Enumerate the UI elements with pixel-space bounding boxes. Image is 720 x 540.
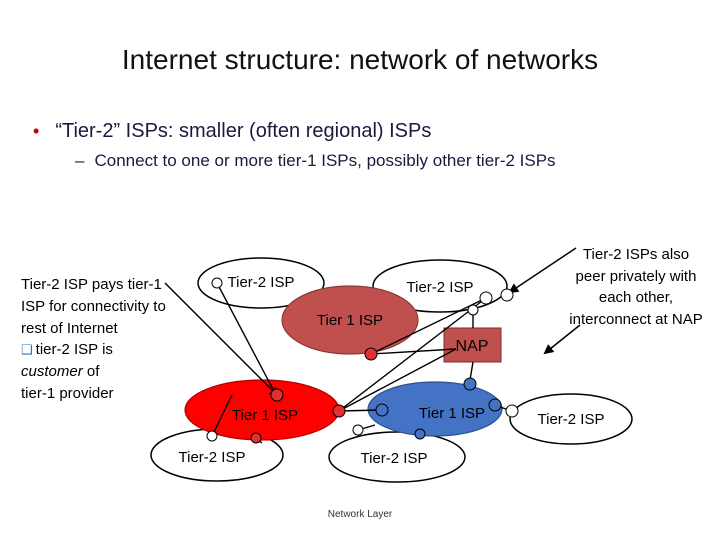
left-annotation-em: customer — [21, 363, 83, 381]
router-white-top-left — [212, 278, 222, 288]
router-white-top-right — [480, 292, 492, 304]
tier2-top-left-label: Tier-2 ISP — [227, 274, 295, 291]
right-annotation: Tier-2 ISPs also peer privately with each other, interconnect at NAP — [569, 246, 703, 328]
left-annotation-mid: of — [86, 363, 100, 381]
router-white-nap — [468, 305, 478, 315]
router-red-left-right — [333, 405, 345, 417]
sub-bullet-dash: – — [75, 151, 85, 170]
tier2-right-label: Tier-2 ISP — [537, 411, 605, 428]
router-blue-right — [489, 399, 501, 411]
sub-bullet-text: Connect to one or more tier-1 ISPs, possibly other tier-2 ISPs — [94, 151, 556, 170]
router-blue-top — [464, 378, 476, 390]
tier1-left-label: Tier 1 ISP — [231, 407, 299, 424]
tier2-bottom-mid-label: Tier-2 ISP — [360, 450, 428, 467]
router-blue-bottom — [415, 429, 425, 439]
left-annotation-suffix: tier-1 provider — [21, 384, 114, 402]
square-bullet-icon: ❑ — [21, 342, 33, 358]
router-white-bottom-left — [207, 431, 217, 441]
router-white-right — [506, 405, 518, 417]
arrow-right-note-top — [510, 248, 576, 292]
left-annotation-line1: Tier-2 ISP pays tier-1 ISP for connectivity to rest of Internet — [21, 276, 166, 337]
bullet-dot: • — [33, 121, 40, 141]
tier2-top-right-label: Tier-2 ISP — [406, 279, 474, 296]
tier1-right-label: Tier 1 ISP — [418, 405, 486, 422]
router-white-top-right-2 — [501, 289, 513, 301]
tier1-top-label: Tier 1 ISP — [316, 312, 384, 329]
router-red-left-top — [271, 389, 283, 401]
left-annotation-prefix: tier-2 ISP is — [35, 341, 113, 359]
router-red-left-bottom — [251, 433, 261, 443]
footer-label: Network Layer — [327, 509, 393, 520]
router-white-bottom-mid — [353, 425, 363, 435]
tier2-bottom-left-label: Tier-2 ISP — [178, 449, 246, 466]
router-red-tier1-top — [365, 348, 377, 360]
main-bullet-text: “Tier-2” ISPs: smaller (often regional) ISPs — [55, 120, 432, 142]
left-annotation — [21, 274, 171, 405]
router-blue-left — [376, 404, 388, 416]
slide-title: Internet structure: network of networks — [121, 44, 599, 75]
nap-label: NAP — [455, 338, 489, 355]
